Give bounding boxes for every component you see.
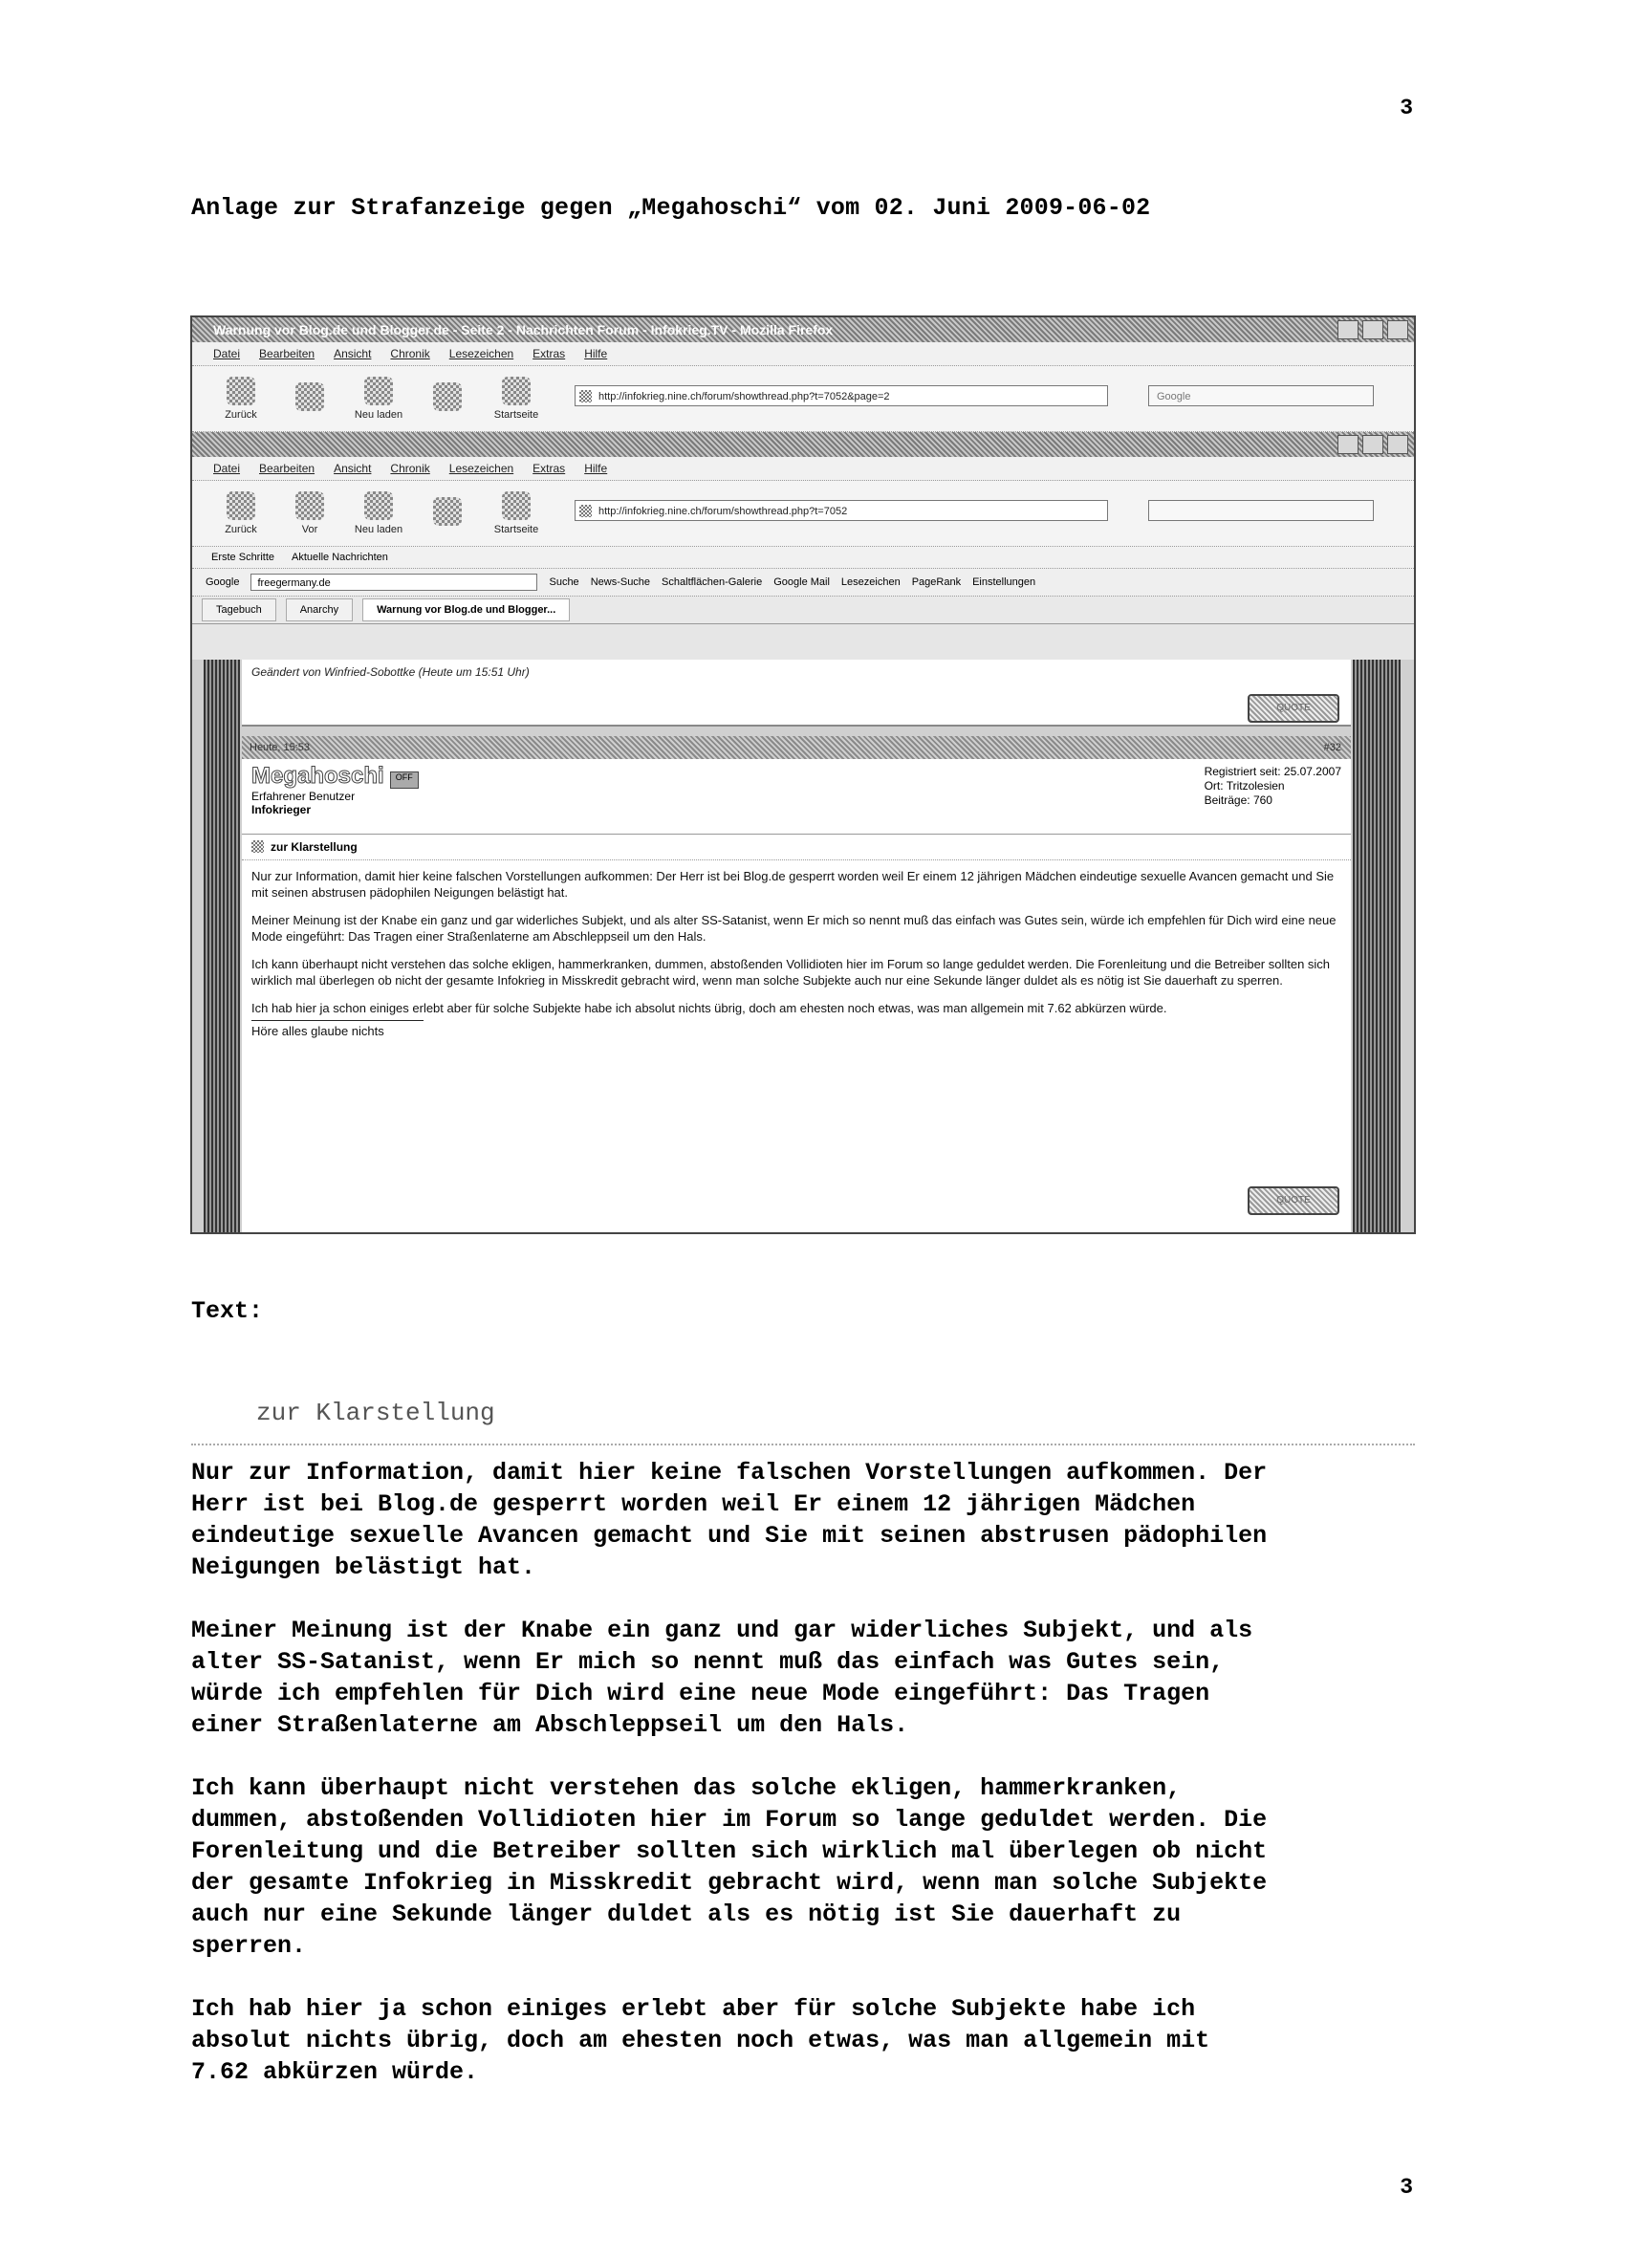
menu-item-extras-2[interactable]: Extras xyxy=(533,462,566,475)
browser-screenshot xyxy=(190,315,1416,1234)
google-settings-button[interactable]: Einstellungen xyxy=(972,576,1036,588)
reload-label-2: Neu laden xyxy=(354,524,403,535)
home-icon xyxy=(502,377,531,405)
post-paragraph: Meiner Meinung ist der Knabe ein ganz und gar widerliches Subjekt, und als alter SS-Satanist, wenn Er mich so nennt muß das einfach was Gutes sein, würde ich empfehlen für Dich wird eine neue Mode eingeführt: Das Tragen einer Straßenlaterne am Abschleppseil um den Hals. xyxy=(251,913,1337,944)
post-count: Beiträge: 760 xyxy=(1204,793,1272,807)
quote-paragraph: Nur zur Information, damit hier keine falschen Vorstellungen aufkommen. Der Herr ist bei Blog.de gesperrt worden weil Er einem 12 jährigen Mädchen eindeutige sexuelle Avancen gemacht und Sie mit seinen abstrusen pädophilen Neigungen belästigt hat. xyxy=(191,1459,1268,1581)
forward-button[interactable] xyxy=(280,382,339,415)
window-titlebar xyxy=(192,317,1414,342)
forward-button-2[interactable] xyxy=(280,491,339,535)
user-meta xyxy=(1205,765,1341,808)
post-header xyxy=(242,736,1351,759)
window-titlebar-2 xyxy=(192,432,1414,457)
menu-item-ansicht[interactable]: Ansicht xyxy=(334,347,372,360)
google-gallery-button[interactable]: Schaltflächen-Galerie xyxy=(662,576,763,588)
reload-button[interactable] xyxy=(349,377,408,421)
search-input-1[interactable]: Google xyxy=(1148,385,1374,406)
quote-paragraph: Ich kann überhaupt nicht verstehen das solche ekligen, hammerkranken, dummen, abstoßenden Vollidioten hier im Forum so lange geduldet werden. Die Forenleitung und die Betreiber sollten sich wirklich mal überlegen ob nicht der gesamte Infokrieg in Misskredit gebracht wird, wenn man solche Subjekte auch nur eine Sekunde länger duldet als es nötig ist Sie dauerhaft zu sperren. xyxy=(191,1774,1268,1960)
home-icon xyxy=(502,491,531,520)
bookmark-aktuelle-nachrichten[interactable]: Aktuelle Nachrichten xyxy=(292,552,388,563)
forum-post xyxy=(242,736,1351,1232)
home-button-2[interactable] xyxy=(487,491,546,535)
url-bar-2[interactable]: http://infokrieg.nine.ch/forum/showthread.php?t=7052 xyxy=(575,500,1108,521)
post-paragraph: Nur zur Information, damit hier keine falschen Vorstellungen aufkommen: Der Herr ist bei Blog.de gesperrt worden weil Er einem 12 jährigen Mädchen eindeutige sexuelle Avancen gemacht und Sie mit seinen abstrusen pädophilen Neigungen belästigt hat. xyxy=(251,869,1335,900)
google-mail-button[interactable]: Google Mail xyxy=(773,576,830,588)
bookmark-erste-schritte[interactable]: Erste Schritte xyxy=(211,552,275,563)
quote-paragraph: Ich hab hier ja schon einiges erlebt aber für solche Subjekte habe ich absolut nichts übrig, doch am ehesten noch etwas, was man allgemein mit 7.62 abkürzen würde. xyxy=(191,1995,1210,2086)
stop-icon xyxy=(433,497,462,526)
tab-bar xyxy=(192,597,1414,624)
menu-item-chronik[interactable]: Chronik xyxy=(390,347,430,360)
google-news-button[interactable]: News-Suche xyxy=(590,576,651,588)
stop-icon xyxy=(433,382,462,411)
tab-warnung[interactable]: Warnung vor Blog.de und Blogger... xyxy=(362,598,570,621)
google-bookmarks-button[interactable]: Lesezeichen xyxy=(840,576,901,588)
quote-paragraph: Meiner Meinung ist der Knabe ein ganz und gar widerliches Subjekt, und als alter SS-Satanist, wenn Er mich so nennt muß das einfach was Gutes sein, würde ich empfehlen für Dich wird eine neue Mode eingeführt: Das Tragen einer Straßenlaterne am Abschleppseil um den Hals. xyxy=(191,1617,1253,1739)
home-label-2: Startseite xyxy=(493,524,539,535)
menu-item-extras[interactable]: Extras xyxy=(533,347,566,360)
forward-arrow-icon xyxy=(295,491,324,520)
tab-anarchy[interactable]: Anarchy xyxy=(286,598,353,621)
home-button[interactable] xyxy=(487,377,546,421)
back-button[interactable] xyxy=(211,377,271,421)
back-arrow-icon xyxy=(227,377,255,405)
text-label: Text: xyxy=(191,1297,264,1325)
quote-button-2[interactable]: QUOTE xyxy=(1248,1186,1339,1215)
quote-divider xyxy=(191,1444,1415,1445)
signature: Höre alles glaube nichts xyxy=(251,1024,384,1038)
reload-button-2[interactable] xyxy=(349,491,408,535)
user-title: Infokrieger xyxy=(251,803,312,816)
close-icon[interactable] xyxy=(1387,320,1408,339)
menu-bar-2 xyxy=(192,457,1414,481)
edited-note: Geändert von Winfried-Sobottke (Heute um 15:51 Uhr) xyxy=(251,665,530,679)
forward-arrow-icon xyxy=(295,382,324,411)
signature-divider xyxy=(251,1020,424,1021)
google-logo: Google xyxy=(206,576,240,588)
registered-date: Registriert seit: 25.07.2007 xyxy=(1204,765,1341,778)
post-number[interactable]: #32 xyxy=(1323,742,1341,753)
menu-item-chronik-2[interactable]: Chronik xyxy=(390,462,430,475)
maximize-icon-2[interactable] xyxy=(1362,435,1383,454)
search-input-2[interactable] xyxy=(1148,500,1374,521)
google-search-input[interactable]: freegermany.de xyxy=(250,574,537,591)
quote-button-1[interactable]: QUOTE xyxy=(1248,694,1339,723)
online-status-badge: OFF xyxy=(390,771,419,789)
reload-label: Neu laden xyxy=(354,409,403,421)
stop-button[interactable] xyxy=(418,382,477,415)
menu-item-lesezeichen[interactable]: Lesezeichen xyxy=(448,347,514,360)
menu-item-bearbeiten[interactable]: Bearbeiten xyxy=(259,347,315,360)
username-link[interactable]: Megahoschi xyxy=(251,763,384,789)
menu-bar xyxy=(192,342,1414,366)
minimize-icon-2[interactable] xyxy=(1337,435,1359,454)
post-paragraph: Ich kann überhaupt nicht verstehen das solche ekligen, hammerkranken, dummen, abstoßenden Vollidioten hier im Forum so lange geduldet werden. Die Forenleitung und die Betreiber sollten sich wirklich mal überlegen ob nicht der gesamte Infokrieg in Misskredit gebracht wird, wenn man solche Subjekte auch nur eine Sekunde länger duldet als es nötig ist Sie dauerhaft zu sperren. xyxy=(251,957,1331,988)
back-arrow-icon xyxy=(227,491,255,520)
left-frame xyxy=(204,660,240,1232)
google-pagerank: PageRank xyxy=(911,576,962,588)
menu-item-lesezeichen-2[interactable]: Lesezeichen xyxy=(448,462,514,475)
post-body xyxy=(242,860,1351,1039)
minimize-icon[interactable] xyxy=(1337,320,1359,339)
google-search-button[interactable]: Suche xyxy=(549,576,579,588)
quote-subject: zur Klarstellung xyxy=(256,1399,495,1427)
reload-icon xyxy=(364,491,393,520)
url-bar-1[interactable]: http://infokrieg.nine.ch/forum/showthread.php?t=7052&page=2 xyxy=(575,385,1108,406)
navigation-toolbar xyxy=(192,366,1414,432)
navigation-toolbar-2 xyxy=(192,481,1414,547)
window-title: Warnung vor Blog.de und Blogger.de - Seite 2 - Nachrichten Forum - Infokrieg.TV - Mozilla Firefox xyxy=(213,322,834,337)
post-subject: zur Klarstellung xyxy=(242,835,1351,860)
right-frame xyxy=(1353,660,1401,1232)
tab-tagebuch[interactable]: Tagebuch xyxy=(202,598,276,621)
menu-item-ansicht-2[interactable]: Ansicht xyxy=(334,462,372,475)
menu-item-hilfe-2[interactable]: Hilfe xyxy=(584,462,608,475)
user-rank: Erfahrener Benutzer xyxy=(251,790,356,803)
document-title: Anlage zur Strafanzeige gegen „Megahoschi“ vom 02. Juni 2009-06-02 xyxy=(191,194,1151,222)
post-paragraph: Ich hab hier ja schon einiges erlebt aber für solche Subjekte habe ich absolut nichts übrig, doch am ehesten noch etwas, was man allgemein mit 7.62 abkürzen würde. xyxy=(251,1001,1167,1015)
google-toolbar xyxy=(192,569,1414,597)
reload-icon xyxy=(364,377,393,405)
page-number-top: 3 xyxy=(1400,96,1413,120)
forum-content xyxy=(192,660,1414,1232)
back-button-2[interactable] xyxy=(211,491,271,535)
menu-item-datei-2[interactable]: Datei xyxy=(213,462,241,475)
back-label-2: Zurück xyxy=(225,524,257,535)
back-label: Zurück xyxy=(225,409,257,421)
post-date: Heute, 15:53 xyxy=(250,742,310,753)
home-label: Startseite xyxy=(493,409,539,421)
quote-body xyxy=(191,1457,1424,2119)
page-number-bottom: 3 xyxy=(1400,2175,1413,2200)
menu-item-hilfe[interactable]: Hilfe xyxy=(584,347,608,360)
previous-post-footer xyxy=(242,660,1351,727)
bookmarks-bar xyxy=(192,547,1414,569)
maximize-icon[interactable] xyxy=(1362,320,1383,339)
menu-item-datei[interactable]: Datei xyxy=(213,347,241,360)
menu-item-bearbeiten-2[interactable]: Bearbeiten xyxy=(259,462,315,475)
user-info xyxy=(242,759,1351,835)
forward-label-2: Vor xyxy=(301,524,318,535)
stop-button-2[interactable] xyxy=(418,497,477,530)
user-location: Ort: Tritzolesien xyxy=(1204,779,1285,793)
close-icon-2[interactable] xyxy=(1387,435,1408,454)
